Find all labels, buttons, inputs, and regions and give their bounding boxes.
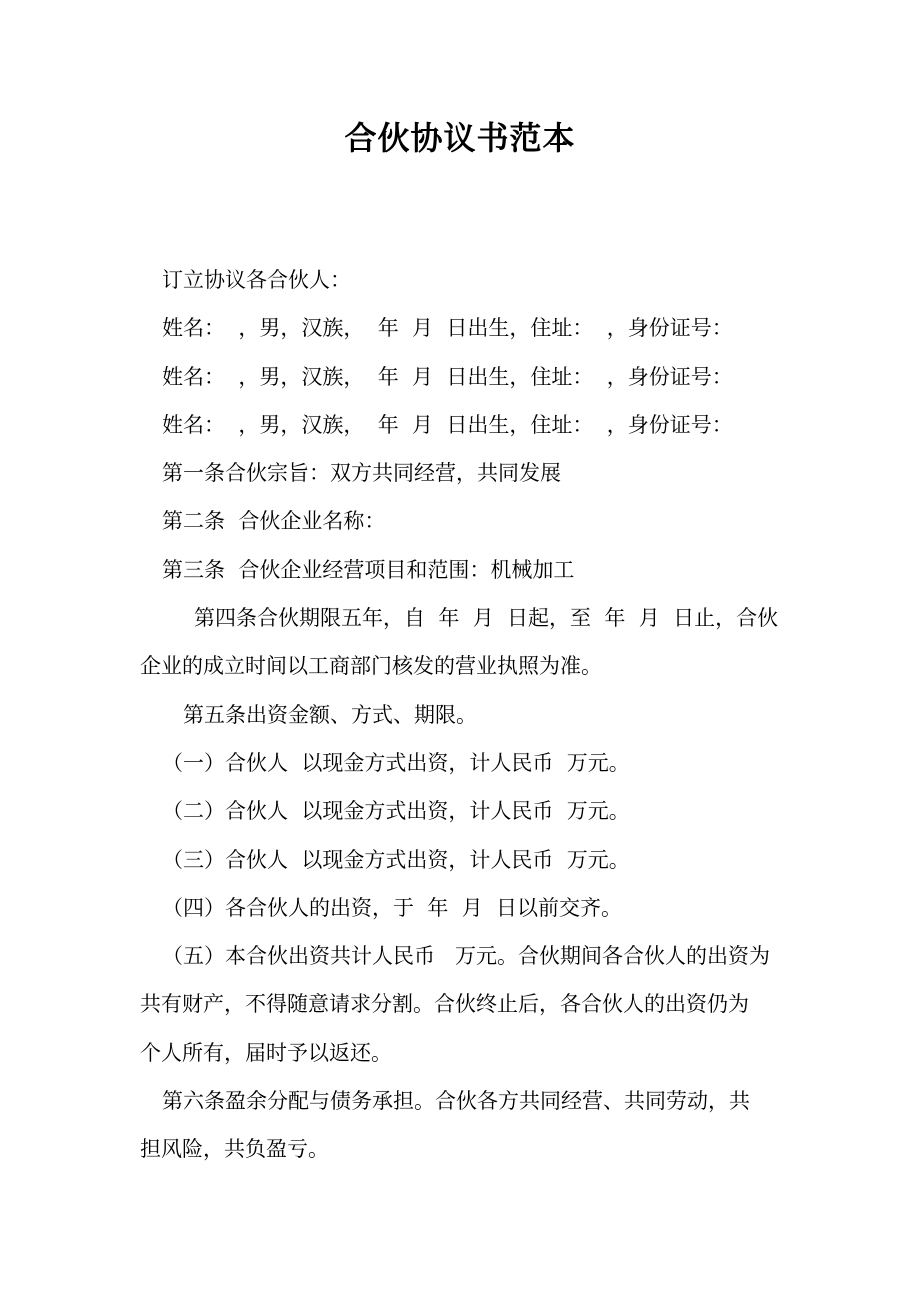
document-title: 合伙协议书范本 — [344, 119, 576, 157]
article-3: 第三条 合伙企业经营项目和范围：机械加工 — [162, 558, 575, 582]
article-1: 第一条合伙宗旨：双方共同经营，共同发展 — [162, 461, 561, 485]
article-5-item-2: （二）合伙人 以现金方式出资，计人民币 万元。 — [162, 799, 630, 823]
article-6-line-1: 第六条盈余分配与债务承担。合伙各方共同经营、共同劳动，共 — [162, 1089, 750, 1113]
party-line-2: 姓名： ，男，汉族， 年 月 日出生，住址： ，身份证号： — [162, 365, 733, 389]
party-line-1: 姓名： ，男，汉族， 年 月 日出生，住址： ，身份证号： — [162, 316, 733, 340]
article-5-item-5-line-2: 共有财产，不得随意请求分割。合伙终止后，各合伙人的出资仍为 — [140, 992, 749, 1016]
party-line-3: 姓名： ，男，汉族， 年 月 日出生，住址： ，身份证号： — [162, 413, 733, 437]
article-5-item-3: （三）合伙人 以现金方式出资，计人民币 万元。 — [162, 848, 630, 872]
parties-heading: 订立协议各合伙人： — [162, 268, 351, 292]
article-2: 第二条 合伙企业名称： — [162, 509, 386, 533]
article-5-item-4: （四）各合伙人的出资，于 年 月 日以前交齐。 — [162, 896, 623, 920]
article-5-heading: 第五条出资金额、方式、期限。 — [183, 703, 477, 727]
article-4-line-1: 第四条合伙期限五年，自 年 月 日起，至 年 月 日止，合伙 — [194, 606, 779, 630]
article-5-item-5-line-3: 个人所有，届时予以返还。 — [140, 1041, 392, 1065]
article-5-item-1: （一）合伙人 以现金方式出资，计人民币 万元。 — [162, 751, 630, 775]
article-4-line-2: 企业的成立时间以工商部门核发的营业执照为准。 — [140, 654, 602, 678]
article-5-item-5-line-1: （五）本合伙出资共计人民币 万元。合伙期间各合伙人的出资为 — [162, 944, 771, 968]
article-6-line-2: 担风险，共负盈亏。 — [140, 1137, 329, 1161]
